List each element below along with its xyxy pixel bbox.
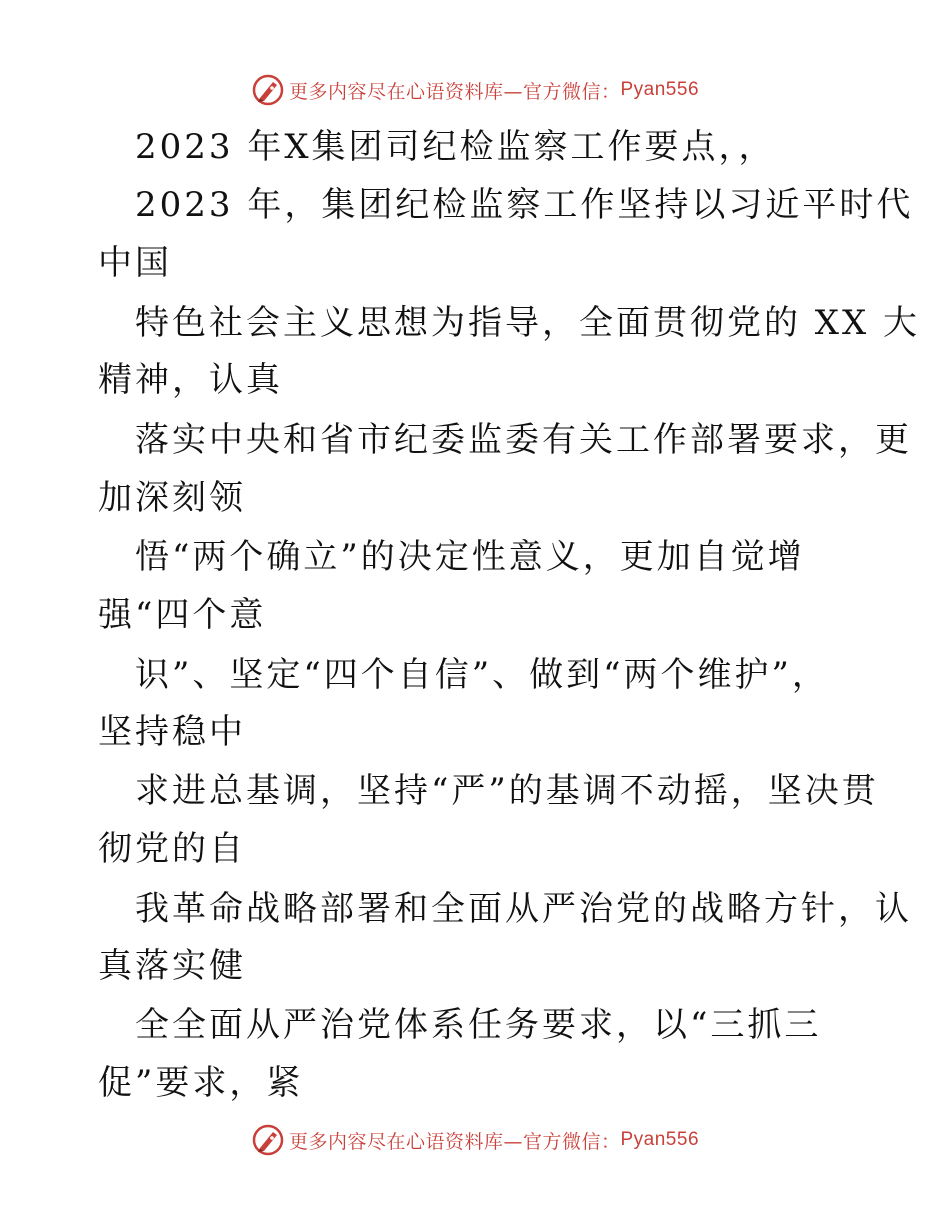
- doc-line: 加深刻领: [98, 478, 246, 518]
- doc-line: 求进总基调，坚持“严”的基调不动摇，坚决贯: [135, 771, 879, 811]
- pen-logo-icon: [251, 73, 285, 107]
- doc-line: 2023 年，集团纪检监察工作坚持以习近平时代: [135, 185, 914, 225]
- doc-line: 真落实健: [98, 946, 246, 986]
- watermark-text: 更多内容尽在心语资料库—官方微信：: [288, 1130, 621, 1153]
- doc-line: 2023 年X集团司纪检监察工作要点，，: [135, 127, 776, 167]
- doc-line: 识”、坚定“四个自信”、做到“两个维护”，: [135, 655, 829, 695]
- doc-line: 彻党的自: [98, 829, 246, 869]
- doc-line: 强“四个意: [98, 595, 267, 635]
- pen-logo-icon: [251, 1123, 285, 1157]
- header-watermark: [0, 70, 950, 110]
- watermark-id: Pyan556: [620, 1129, 700, 1150]
- doc-line: 特色社会主义思想为指导，全面贯彻党的 XX 大: [135, 303, 921, 343]
- doc-line: 促”要求，紧: [98, 1063, 304, 1103]
- doc-line: 全全面从严治党体系任务要求，以“三抓三: [135, 1005, 822, 1045]
- watermark-id: Pyan556: [620, 79, 700, 100]
- doc-line: 落实中央和省市纪委监委有关工作部署要求，更: [135, 420, 912, 460]
- doc-line: 坚持稳中: [98, 712, 246, 752]
- footer-watermark: [0, 1120, 950, 1160]
- doc-line: 我革命战略部署和全面从严治党的战略方针，认: [135, 889, 912, 929]
- doc-line: 悟“两个确立”的决定性意义，更加自觉增: [135, 537, 805, 577]
- watermark-text: 更多内容尽在心语资料库—官方微信：: [288, 80, 621, 103]
- doc-line: 中国: [98, 243, 172, 283]
- doc-line: 精神，认真: [98, 360, 283, 400]
